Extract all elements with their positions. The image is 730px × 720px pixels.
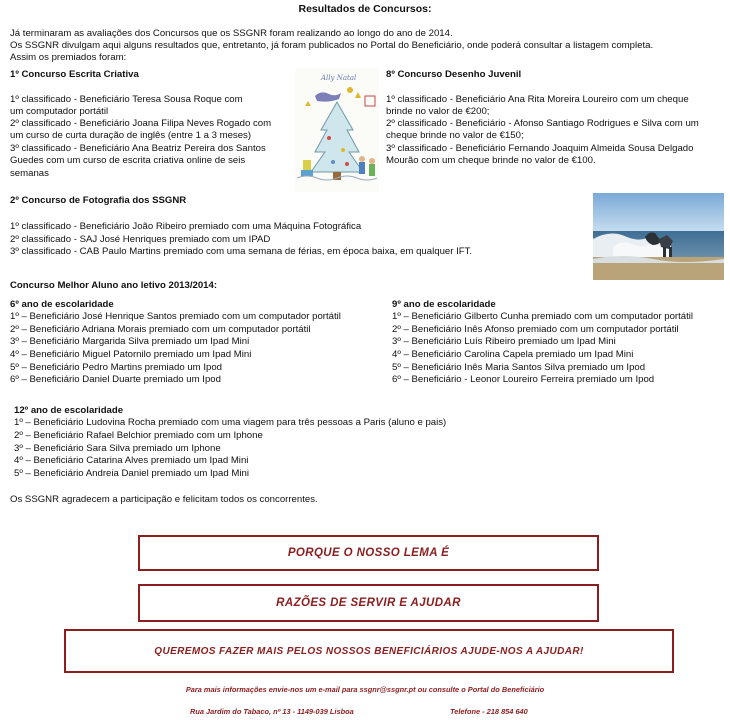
closing-text: Os SSGNR agradecem a participação e felicitam todos os concorrentes. [10,494,318,505]
footer-address: Rua Jardim do Tabaco, nº 13 - 1149-039 Lisboa [190,707,354,716]
sexto-line-3: 3º – Beneficiário Margarida Silva premiado um Ipad Mini [10,336,250,347]
sexto-heading: 6º ano de escolaridade [10,299,114,310]
fotografia-line-3: 3º classificado - CAB Paulo Martins premiado com uma semana de férias, em época baixa, em qualquer IFT. [10,246,473,257]
escrita-line-6: Guedes com um curso de escrita criativa online de seis [10,155,246,166]
decimo-segundo-line-1: 1º – Beneficiário Ludovina Rocha premiado com uma viagem para três pessoas a Paris (aluno e pais) [14,417,447,428]
desenho-line-3: 2º classificado - Beneficiário - Afonso Santiago Rodrigues e Silva com um [386,118,699,129]
drawing-caption: Ally Natal [321,74,357,82]
nono-line-4: 4º – Beneficiário Carolina Capela premiado um Ipad Mini [392,349,634,360]
intro-line-2: Os SSGNR divulgam aqui alguns resultados que, entretanto, já foram publicados no Portal do Beneficiário, onde poderá consultar a listagem completa. [10,40,654,51]
christmas-drawing-image [295,68,379,192]
footer-phone: Telefone - 218 854 640 [450,707,528,716]
desenho-line-5: 3º classificado - Beneficiário Fernando Joaquim Almeida Sousa Delgado [386,143,694,154]
nono-line-1: 1º – Beneficiário Gilberto Cunha premiado com um computador portátil [392,311,694,322]
escrita-line-2: um computador portátil [10,106,109,117]
decimo-segundo-line-3: 3º – Beneficiário Sara Silva premiado um Iphone [14,443,221,454]
desenho-line-1: 1º classificado - Beneficiário Ana Rita Moreira Loureiro com um cheque [386,94,689,105]
razoes-banner-text: RAZÕES DE SERVIR E AJUDAR [276,597,461,609]
decimo-segundo-line-5: 5º – Beneficiário Andreia Daniel premiado um Ipad Mini [14,468,249,479]
desenho-line-4: cheque brinde no valor de €150; [386,130,524,141]
fotografia-heading: 2º Concurso de Fotografia dos SSGNR [10,195,187,206]
sexto-line-6: 6º – Beneficiário Daniel Duarte premiado um Ipod [10,374,221,385]
intro-line-3: Assim os premiados foram: [10,52,127,63]
nono-line-5: 5º – Beneficiário Inês Maria Santos Silva premiado um Ipod [392,362,646,373]
escrita-line-7: semanas [10,168,49,179]
footer-info: Para mais informações envie-nos um e-mail para ssgnr@ssgnr.pt ou consulte o Portal do Beneficiário [185,685,545,694]
razoes-banner [138,584,599,622]
sexto-line-4: 4º – Beneficiário Miguel Patornilo premiado um Ipad Mini [10,349,252,360]
nono-heading: 9º ano de escolaridade [392,299,496,310]
fotografia-line-2: 2º classificado - SAJ José Henriques premiado com um IPAD [10,234,271,245]
nono-line-3: 3º – Beneficiário Luís Ribeiro premiado um Ipad Mini [392,336,616,347]
nono-line-6: 6º – Beneficiário - Leonor Loureiro Ferreira premiado um Ipod [392,374,655,385]
decimo-segundo-line-4: 4º – Beneficiário Catarina Alves premiado um Ipad Mini [14,455,249,466]
escrita-line-5: 3º classificado - Beneficiário Ana Beatriz Pereira dos Santos [10,143,266,154]
escrita-line-4: um curso de curta duração de inglês (entre 1 a 3 meses) [10,130,252,141]
melhor-aluno-heading: Concurso Melhor Aluno ano letivo 2013/2014: [10,280,218,291]
queremos-banner [64,629,674,673]
desenho-line-2: brinde no valor de €200; [386,106,490,117]
escrita-heading: 1º Concurso Escrita Criativa [10,69,139,80]
sexto-line-5: 5º – Beneficiário Pedro Martins premiado um Ipod [10,362,223,373]
sexto-line-1: 1º – Beneficiário José Henrique Santos premiado com um computador portátil [10,311,341,322]
desenho-line-6: Mourão com um cheque brinde no valor de €100. [386,155,596,166]
fotografia-line-1: 1º classificado - Beneficiário João Ribeiro premiado com uma Máquina Fotográfica [10,221,362,232]
escrita-line-1: 1º classificado - Beneficiário Teresa Sousa Roque com [10,94,243,105]
decimo-segundo-line-2: 2º – Beneficiário Rafael Belchior premiado com um Iphone [14,430,263,441]
page-title: Resultados de Concursos: [298,3,432,15]
sexto-line-2: 2º – Beneficiário Adriana Morais premiado com um computador portátil [10,324,311,335]
escrita-line-3: 2º classificado - Beneficiário Joana Filipa Neves Rogado com [10,118,272,129]
lema-banner-text: PORQUE O NOSSO LEMA É [287,547,450,559]
nono-line-2: 2º – Beneficiário Inês Afonso premiado com um computador portátil [392,324,679,335]
decimo-segundo-heading: 12º ano de escolaridade [14,405,124,416]
intro-line-1: Já terminaram as avaliações dos Concursos que os SSGNR foram realizando ao longo do ano de 2014. [10,28,453,39]
lema-banner [138,535,599,571]
desenho-heading: 8º Concurso Desenho Juvenil [386,69,522,80]
beach-photo-image [593,193,724,280]
queremos-banner-text: QUEREMOS FAZER MAIS PELOS NOSSOS BENEFICIÁRIOS AJUDE-NOS A AJUDAR! [154,645,584,657]
